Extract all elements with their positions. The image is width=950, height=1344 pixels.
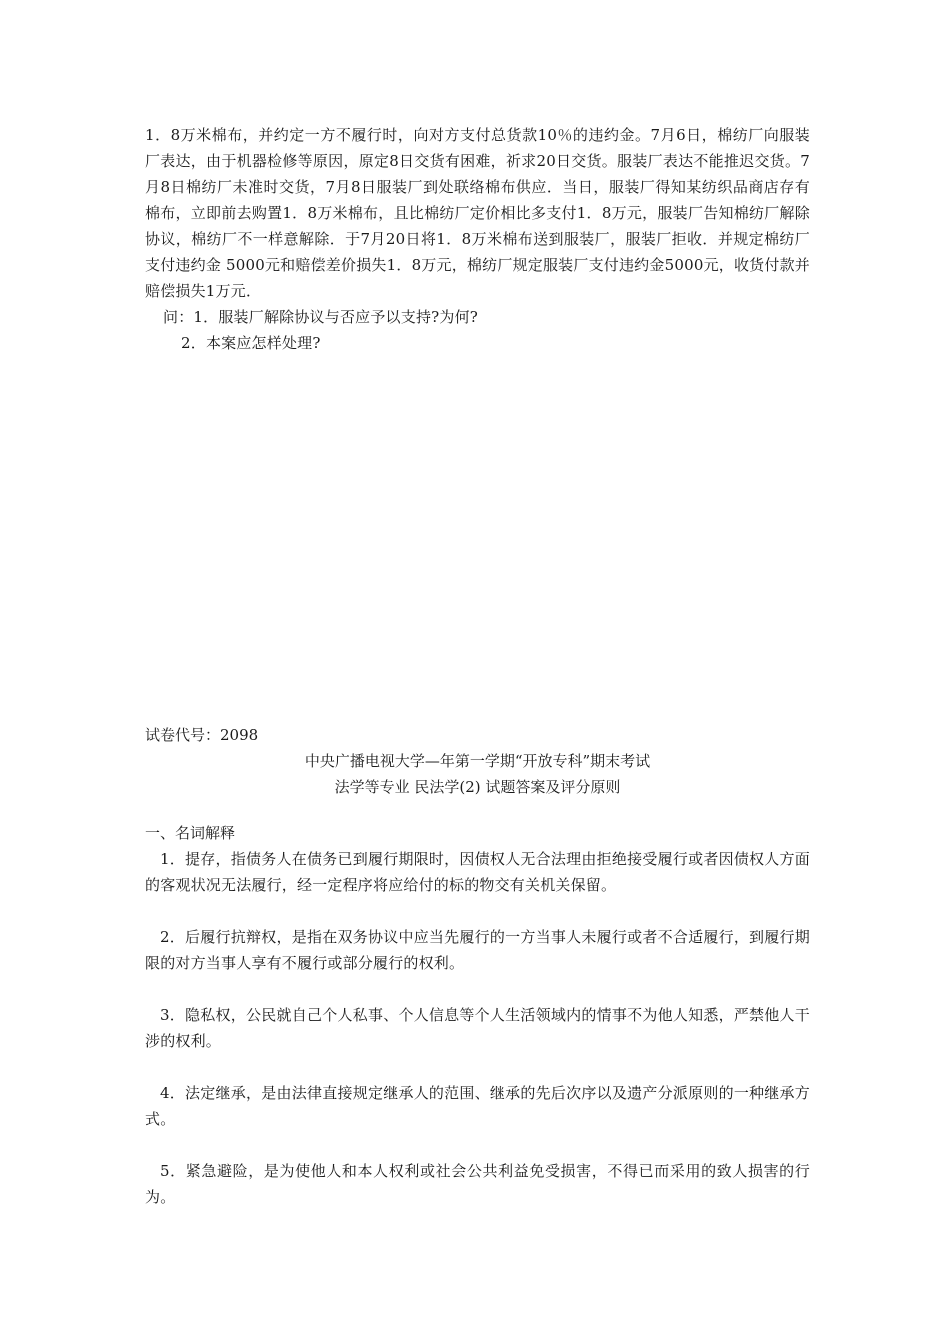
- section-term-definitions: [145, 820, 810, 1236]
- case-paragraph: 1．8万米棉布，并约定一方不履行时，向对方支付总货款10％的违约金。7月6日，棉纺厂向服装厂表达，由于机器检修等原因，原定8日交货有困难，祈求20日交货。服装厂表达不能推迟交货。7月8日棉纺厂未准时交货，7月8日服装厂到处联络棉布供应．当日，服装厂得知某纺织品商店存有棉布，立即前去购置1．8万米棉布，且比棉纺厂定价相比多支付1．8万元，服装厂告知棉纺厂解除协议，棉纺厂不一样意解除．于7月20日将1．8万米棉布送到服装厂，服装厂拒收．并规定棉纺厂支付违约金 5000元和赔偿差价损失1．8万元，棉纺厂规定服装厂支付违约金5000元，收货付款并赔偿损失1万元．: [145, 126, 810, 300]
- case-question-2: 2．本案应怎样处理?: [181, 334, 321, 352]
- exam-subtitle: 法学等专业 民法学(2) 试题答案及评分原则: [334, 778, 621, 796]
- case-section: [145, 122, 810, 356]
- definition-item: 5．紧急避险，是为使他人和本人权利或社会公共利益免受损害，不得已而采用的致人损害的行为。: [145, 1162, 810, 1206]
- exam-code-line: 试卷代号：2098: [145, 726, 259, 744]
- definition-item: 2．后履行抗辩权，是指在双务协议中应当先履行的一方当事人未履行或者不合适履行，到履行期限的对方当事人享有不履行或部分履行的权利。: [145, 928, 810, 972]
- definition-item: 3．隐私权，公民就自己个人私事、个人信息等个人生活领域内的情事不为他人知悉，严禁他人干涉的权利。: [145, 1006, 810, 1050]
- exam-title: 中央广播电视大学—年第一学期“开放专科”期末考试: [304, 752, 651, 770]
- case-question-1: 问：1．服装厂解除协议与否应予以支持?为何?: [163, 308, 479, 326]
- definition-item: 4．法定继承，是由法律直接规定继承人的范围、继承的先后次序以及遗产分派原则的一种继承方式。: [145, 1084, 810, 1128]
- section-heading: 一、名词解释: [145, 824, 236, 842]
- definition-item: 1．提存，指债务人在债务已到履行期限时，因债权人无合法理由拒绝接受履行或者因债权人方面的客观状况无法履行，经一定程序将应给付的标的物交有关机关保留。: [145, 850, 810, 894]
- answer-header: [145, 722, 810, 800]
